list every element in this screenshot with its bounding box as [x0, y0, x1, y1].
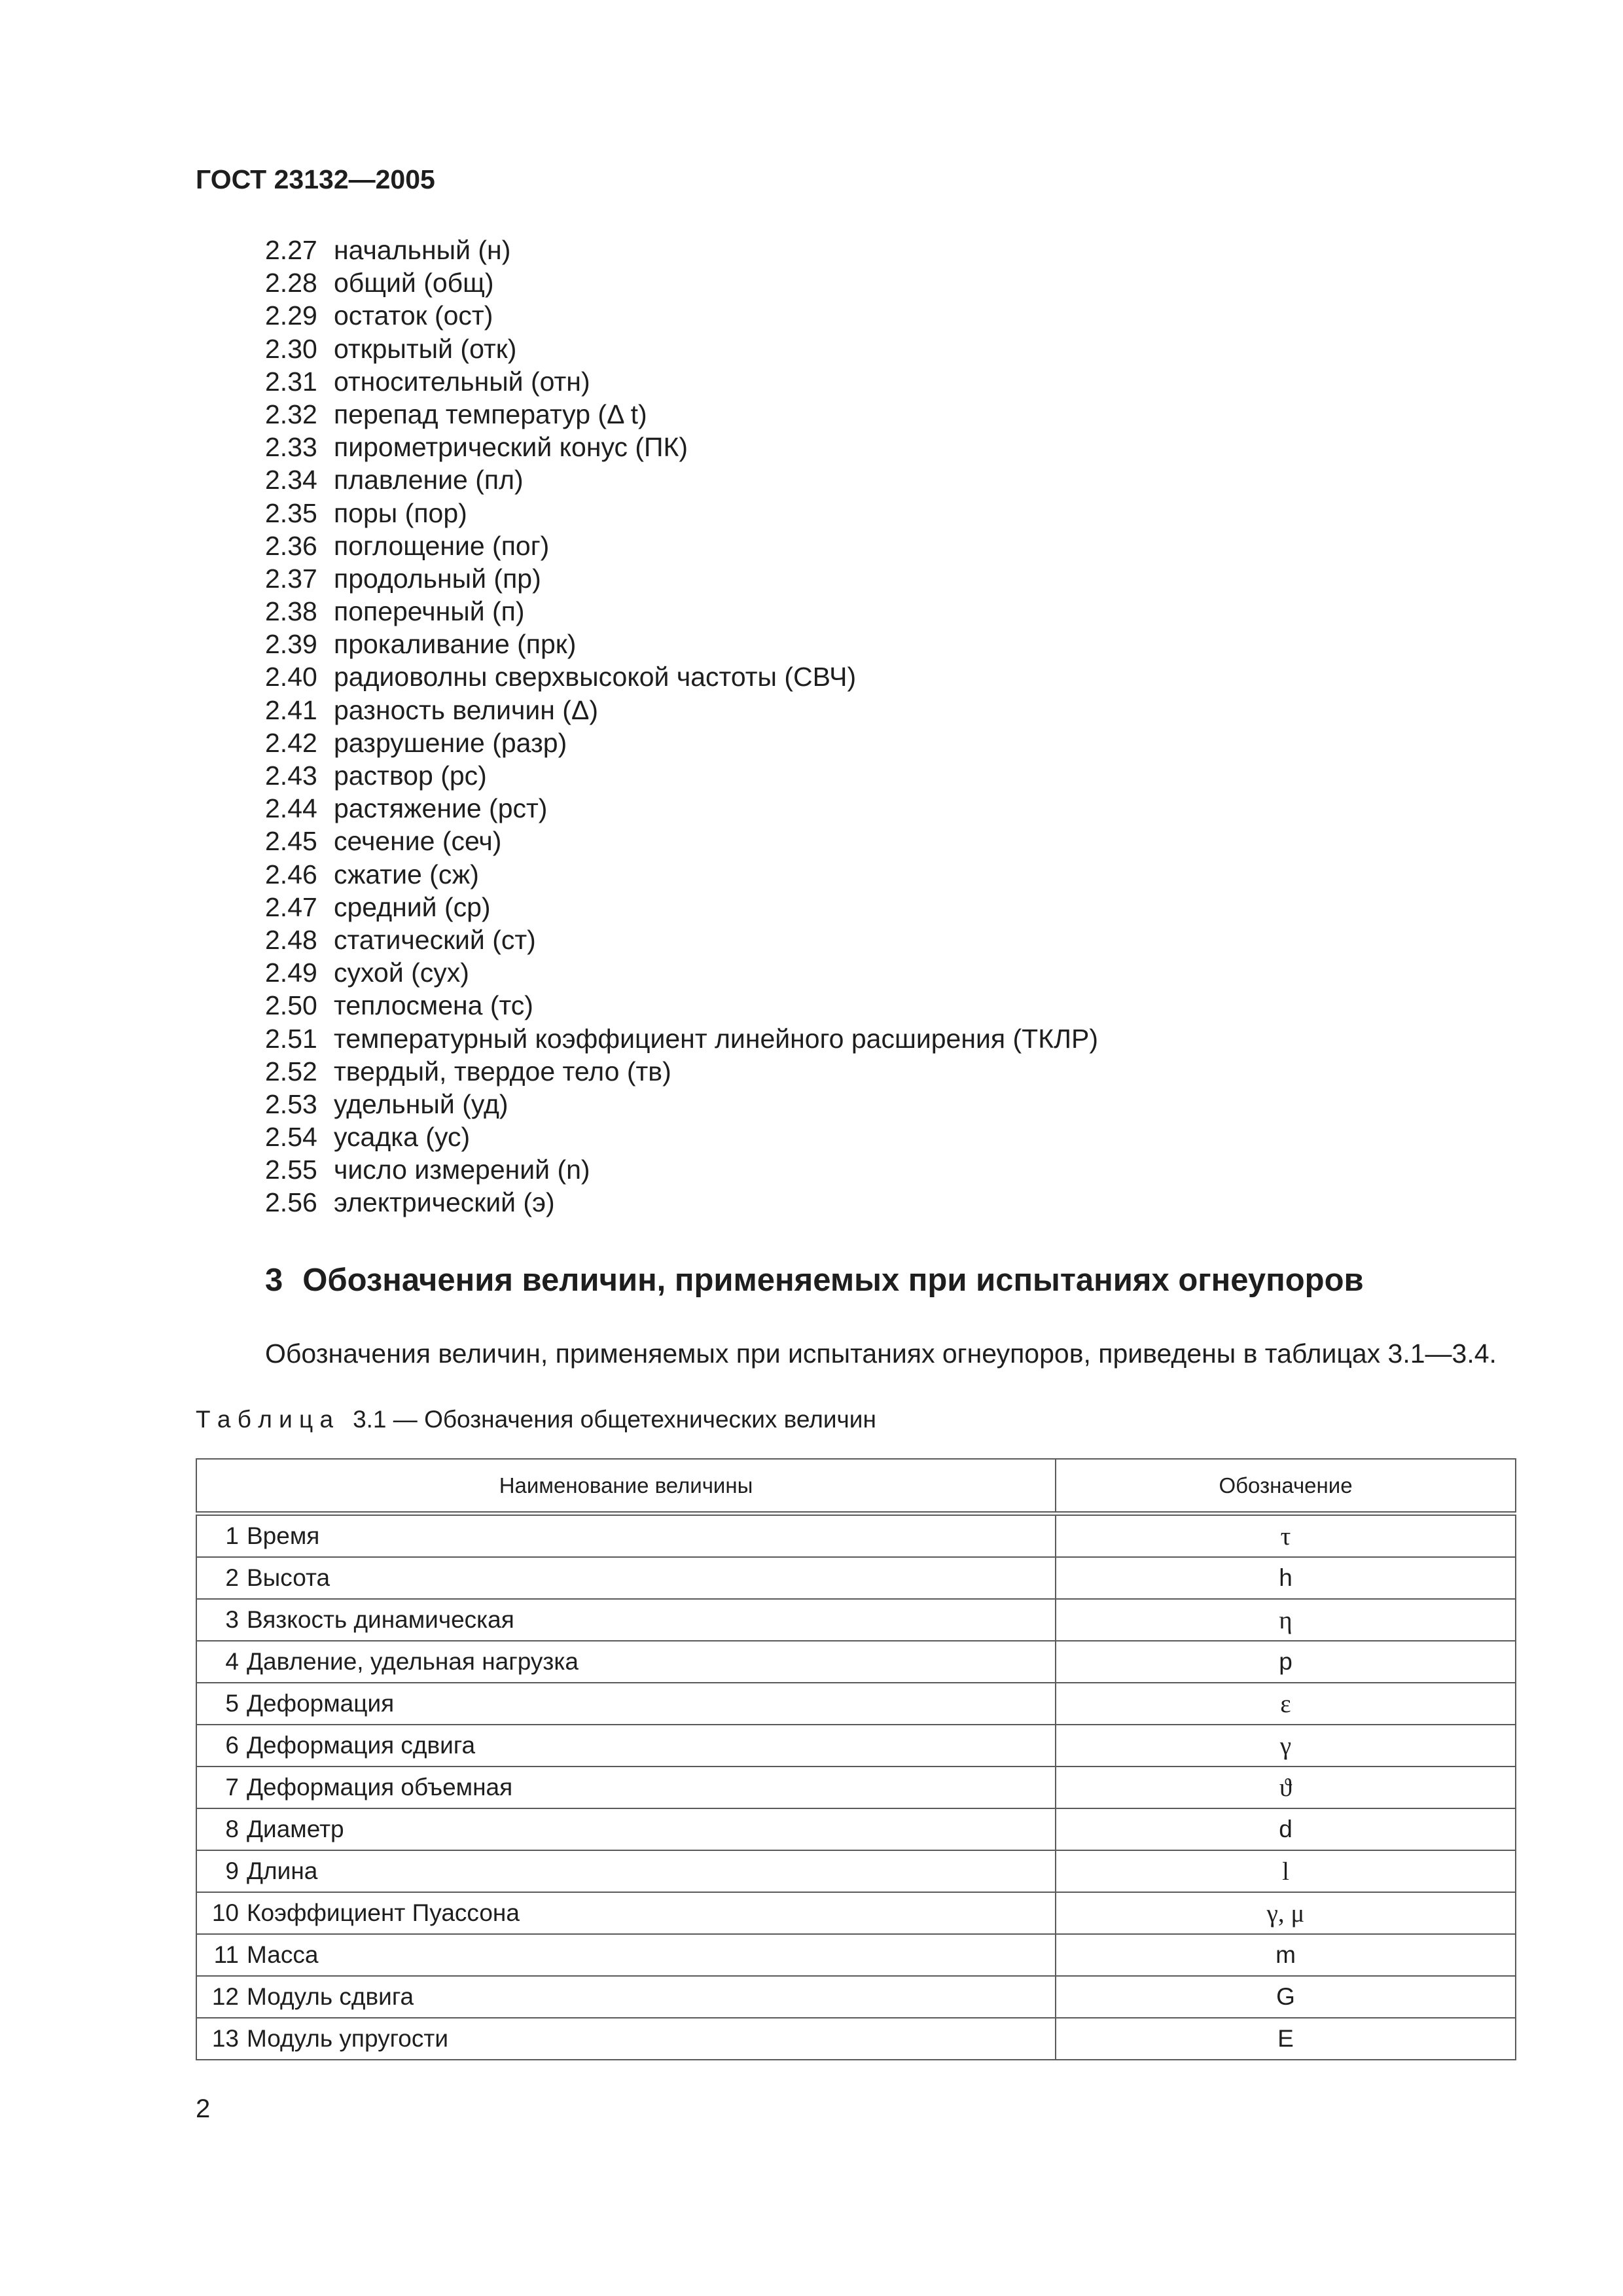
quantity-symbol: p [1279, 1648, 1293, 1675]
quantity-name: Длина [247, 1857, 318, 1884]
list-item [265, 463, 1098, 496]
list-item [265, 759, 1098, 792]
list-item [265, 497, 1098, 529]
list-item-number: 2.29 [265, 300, 317, 331]
symbol-cell [1056, 1599, 1516, 1641]
quantity-symbol: d [1279, 1816, 1293, 1842]
row-number: 3 [225, 1606, 239, 1633]
quantity-name: Коэффициент Пуассона [247, 1899, 520, 1926]
list-item-number: 2.31 [265, 366, 317, 397]
table-row [196, 1641, 1516, 1683]
quantity-name: Модуль упругости [247, 2025, 448, 2052]
table-row [196, 1514, 1516, 1558]
symbol-cell [1056, 1514, 1516, 1558]
table-row [196, 1725, 1516, 1767]
quantity-name: Давление, удельная нагрузка [247, 1648, 579, 1675]
quantity-name-cell [196, 1514, 1056, 1558]
row-number: 2 [225, 1564, 239, 1591]
list-item-text: плавление (пл) [334, 465, 524, 495]
column-header-name: Наименование величины [196, 1459, 1056, 1514]
list-item [265, 1022, 1098, 1055]
quantity-name: Деформация объемная [247, 1774, 513, 1801]
list-item [265, 1055, 1098, 1088]
quantity-symbol: G [1276, 1983, 1295, 2010]
row-number: 9 [225, 1857, 239, 1884]
quantity-name: Деформация сдвига [247, 1732, 476, 1759]
table-row [196, 2018, 1516, 2060]
list-item [265, 1186, 1098, 1219]
document-code-header: ГОСТ 23132—2005 [196, 164, 435, 194]
table-caption-label: Т а б л и ц а [196, 1406, 334, 1433]
list-item-text: радиоволны сверхвысокой частоты (СВЧ) [334, 662, 857, 692]
symbol-cell [1056, 1557, 1516, 1599]
symbols-table [196, 1458, 1516, 2060]
list-item [265, 924, 1098, 956]
list-item-text: пирометрический конус (ПК) [334, 432, 688, 463]
list-item [265, 660, 1098, 693]
list-item-text: температурный коэффициент линейного расширения (ТКЛР) [334, 1023, 1098, 1054]
symbol-cell [1056, 1976, 1516, 2018]
list-item-number: 2.37 [265, 563, 317, 594]
quantity-name: Масса [247, 1941, 319, 1968]
page-number: 2 [196, 2094, 211, 2123]
list-item-number: 2.45 [265, 826, 317, 857]
row-number: 6 [225, 1732, 239, 1759]
quantity-name-cell [196, 1767, 1056, 1808]
list-item-number: 2.41 [265, 694, 317, 725]
list-item [265, 562, 1098, 595]
quantity-symbol: γ, μ [1266, 1899, 1305, 1928]
row-number: 7 [225, 1774, 239, 1801]
list-item [265, 956, 1098, 989]
symbol-cell [1056, 1767, 1516, 1808]
term-list [265, 234, 1098, 1219]
quantity-symbol: E [1277, 2025, 1294, 2052]
quantity-symbol: h [1279, 1564, 1293, 1591]
list-item-number: 2.28 [265, 268, 317, 298]
quantity-name: Модуль сдвига [247, 1983, 414, 2010]
list-item-text: остаток (ост) [334, 300, 493, 331]
symbol-cell [1056, 1808, 1516, 1850]
quantity-symbol: ϑ [1279, 1773, 1293, 1802]
list-item-text: число измерений (n) [334, 1155, 590, 1185]
list-item [265, 825, 1098, 857]
symbol-cell [1056, 1934, 1516, 1976]
list-item-number: 2.49 [265, 958, 317, 988]
row-number: 1 [225, 1522, 239, 1549]
list-item-text: твердый, твердое тело (тв) [334, 1056, 671, 1086]
list-item-text: электрический (э) [334, 1187, 555, 1218]
list-item-text: сухой (сух) [334, 958, 469, 988]
quantity-name-cell [196, 1976, 1056, 2018]
list-item-text: поры (пор) [334, 497, 467, 528]
table-caption [196, 1405, 876, 1435]
list-item [265, 891, 1098, 924]
quantity-name: Диаметр [247, 1816, 344, 1842]
list-item-number: 2.38 [265, 596, 317, 627]
list-item-number: 2.46 [265, 859, 317, 889]
quantity-symbol: γ [1279, 1731, 1292, 1760]
list-item-text: статический (ст) [334, 924, 536, 955]
row-number: 13 [211, 2025, 239, 2052]
list-item-text: поглощение (пог) [334, 530, 550, 561]
quantity-name-cell [196, 1683, 1056, 1725]
table-body [196, 1514, 1516, 2060]
list-item-number: 2.52 [265, 1056, 317, 1086]
table-row [196, 1557, 1516, 1599]
symbol-cell [1056, 1641, 1516, 1683]
symbol-cell [1056, 2018, 1516, 2060]
list-item-number: 2.43 [265, 761, 317, 791]
list-item-number: 2.56 [265, 1187, 317, 1218]
list-item-text: продольный (пр) [334, 563, 541, 594]
quantity-name-cell [196, 1850, 1056, 1892]
list-item-text: перепад температур (Δ t) [334, 399, 647, 429]
quantity-name-cell [196, 1934, 1056, 1976]
list-item [265, 1088, 1098, 1121]
list-item-number: 2.54 [265, 1122, 317, 1153]
list-item-number: 2.35 [265, 497, 317, 528]
list-item-number: 2.32 [265, 399, 317, 429]
list-item [265, 299, 1098, 332]
quantity-name-cell [196, 1892, 1056, 1934]
list-item-number: 2.33 [265, 432, 317, 463]
table-caption-text: 3.1 — Обозначения общетехнических величин [353, 1406, 876, 1433]
table-row [196, 1808, 1516, 1850]
list-item-text: разность величин (Δ) [334, 694, 598, 725]
list-item [265, 234, 1098, 266]
list-item [265, 398, 1098, 431]
list-item-text: общий (общ) [334, 268, 494, 298]
symbol-cell [1056, 1850, 1516, 1892]
list-item-number: 2.53 [265, 1088, 317, 1119]
table-row [196, 1934, 1516, 1976]
list-item-text: прокаливание (прк) [334, 629, 577, 660]
list-item [265, 792, 1098, 825]
list-item-number: 2.50 [265, 990, 317, 1021]
section-heading [265, 1259, 1364, 1301]
row-number: 4 [225, 1648, 239, 1675]
quantity-name-cell [196, 2018, 1056, 2060]
list-item-number: 2.27 [265, 235, 317, 265]
quantity-name-cell [196, 1599, 1056, 1641]
list-item-number: 2.42 [265, 727, 317, 758]
list-item-number: 2.51 [265, 1023, 317, 1054]
list-item [265, 694, 1098, 726]
section-paragraph: Обозначения величин, применяемых при испытаниях огнеупоров, приведены в таблицах 3.1—3.4. [265, 1338, 1497, 1369]
symbol-cell [1056, 1892, 1516, 1934]
table-row [196, 1683, 1516, 1725]
table-row [196, 1976, 1516, 2018]
list-item-text: теплосмена (тс) [334, 990, 533, 1021]
list-item [265, 628, 1098, 660]
list-item [265, 529, 1098, 562]
list-item [265, 726, 1098, 759]
list-item [265, 365, 1098, 398]
list-item-number: 2.55 [265, 1155, 317, 1185]
quantity-symbol: l [1282, 1857, 1289, 1886]
quantity-symbol: ε [1280, 1689, 1291, 1718]
list-item-text: усадка (ус) [334, 1122, 471, 1153]
row-number: 8 [225, 1816, 239, 1842]
column-header-symbol: Обозначение [1056, 1459, 1516, 1514]
row-number: 12 [211, 1983, 239, 2010]
list-item-text: удельный (уд) [334, 1088, 508, 1119]
list-item-number: 2.48 [265, 924, 317, 955]
section-number: 3 [265, 1263, 283, 1298]
list-item-number: 2.44 [265, 793, 317, 824]
list-item [265, 595, 1098, 628]
list-item-text: сжатие (сж) [334, 859, 479, 889]
list-item [265, 431, 1098, 463]
list-item [265, 858, 1098, 891]
row-number: 5 [225, 1690, 239, 1717]
list-item [265, 1153, 1098, 1186]
list-item-number: 2.47 [265, 891, 317, 922]
list-item-number: 2.30 [265, 333, 317, 364]
quantity-symbol: η [1279, 1605, 1293, 1634]
list-item-text: начальный (н) [334, 235, 511, 265]
row-number: 11 [213, 1941, 239, 1968]
list-item-text: относительный (отн) [334, 366, 590, 397]
list-item-text: разрушение (разр) [334, 727, 567, 758]
list-item-text: открытый (отк) [334, 333, 517, 364]
quantity-symbol: m [1275, 1941, 1296, 1968]
quantity-name: Деформация [247, 1690, 395, 1717]
symbol-cell [1056, 1725, 1516, 1767]
symbol-cell [1056, 1683, 1516, 1725]
table-header-row [196, 1459, 1516, 1514]
row-number: 10 [211, 1899, 239, 1926]
list-item-text: раствор (рс) [334, 761, 487, 791]
list-item-text: поперечный (п) [334, 596, 525, 627]
table-row [196, 1767, 1516, 1808]
quantity-name: Время [247, 1522, 320, 1549]
quantity-name-cell [196, 1808, 1056, 1850]
quantity-name: Вязкость динамическая [247, 1606, 514, 1633]
list-item-number: 2.39 [265, 629, 317, 660]
list-item-text: сечение (сеч) [334, 826, 502, 857]
list-item-text: растяжение (рст) [334, 793, 548, 824]
list-item [265, 989, 1098, 1022]
list-item-number: 2.34 [265, 465, 317, 495]
list-item [265, 1121, 1098, 1153]
quantity-name-cell [196, 1557, 1056, 1599]
list-item-text: средний (ср) [334, 891, 491, 922]
quantity-name-cell [196, 1641, 1056, 1683]
list-item-number: 2.40 [265, 662, 317, 692]
quantity-symbol: τ [1280, 1522, 1291, 1551]
table-row [196, 1599, 1516, 1641]
list-item [265, 332, 1098, 365]
section-title: Обозначения величин, применяемых при испытаниях огнеупоров [302, 1263, 1364, 1298]
table-row [196, 1850, 1516, 1892]
list-item [265, 266, 1098, 299]
quantity-name-cell [196, 1725, 1056, 1767]
table-row [196, 1892, 1516, 1934]
quantity-name: Высота [247, 1564, 330, 1591]
list-item-number: 2.36 [265, 530, 317, 561]
